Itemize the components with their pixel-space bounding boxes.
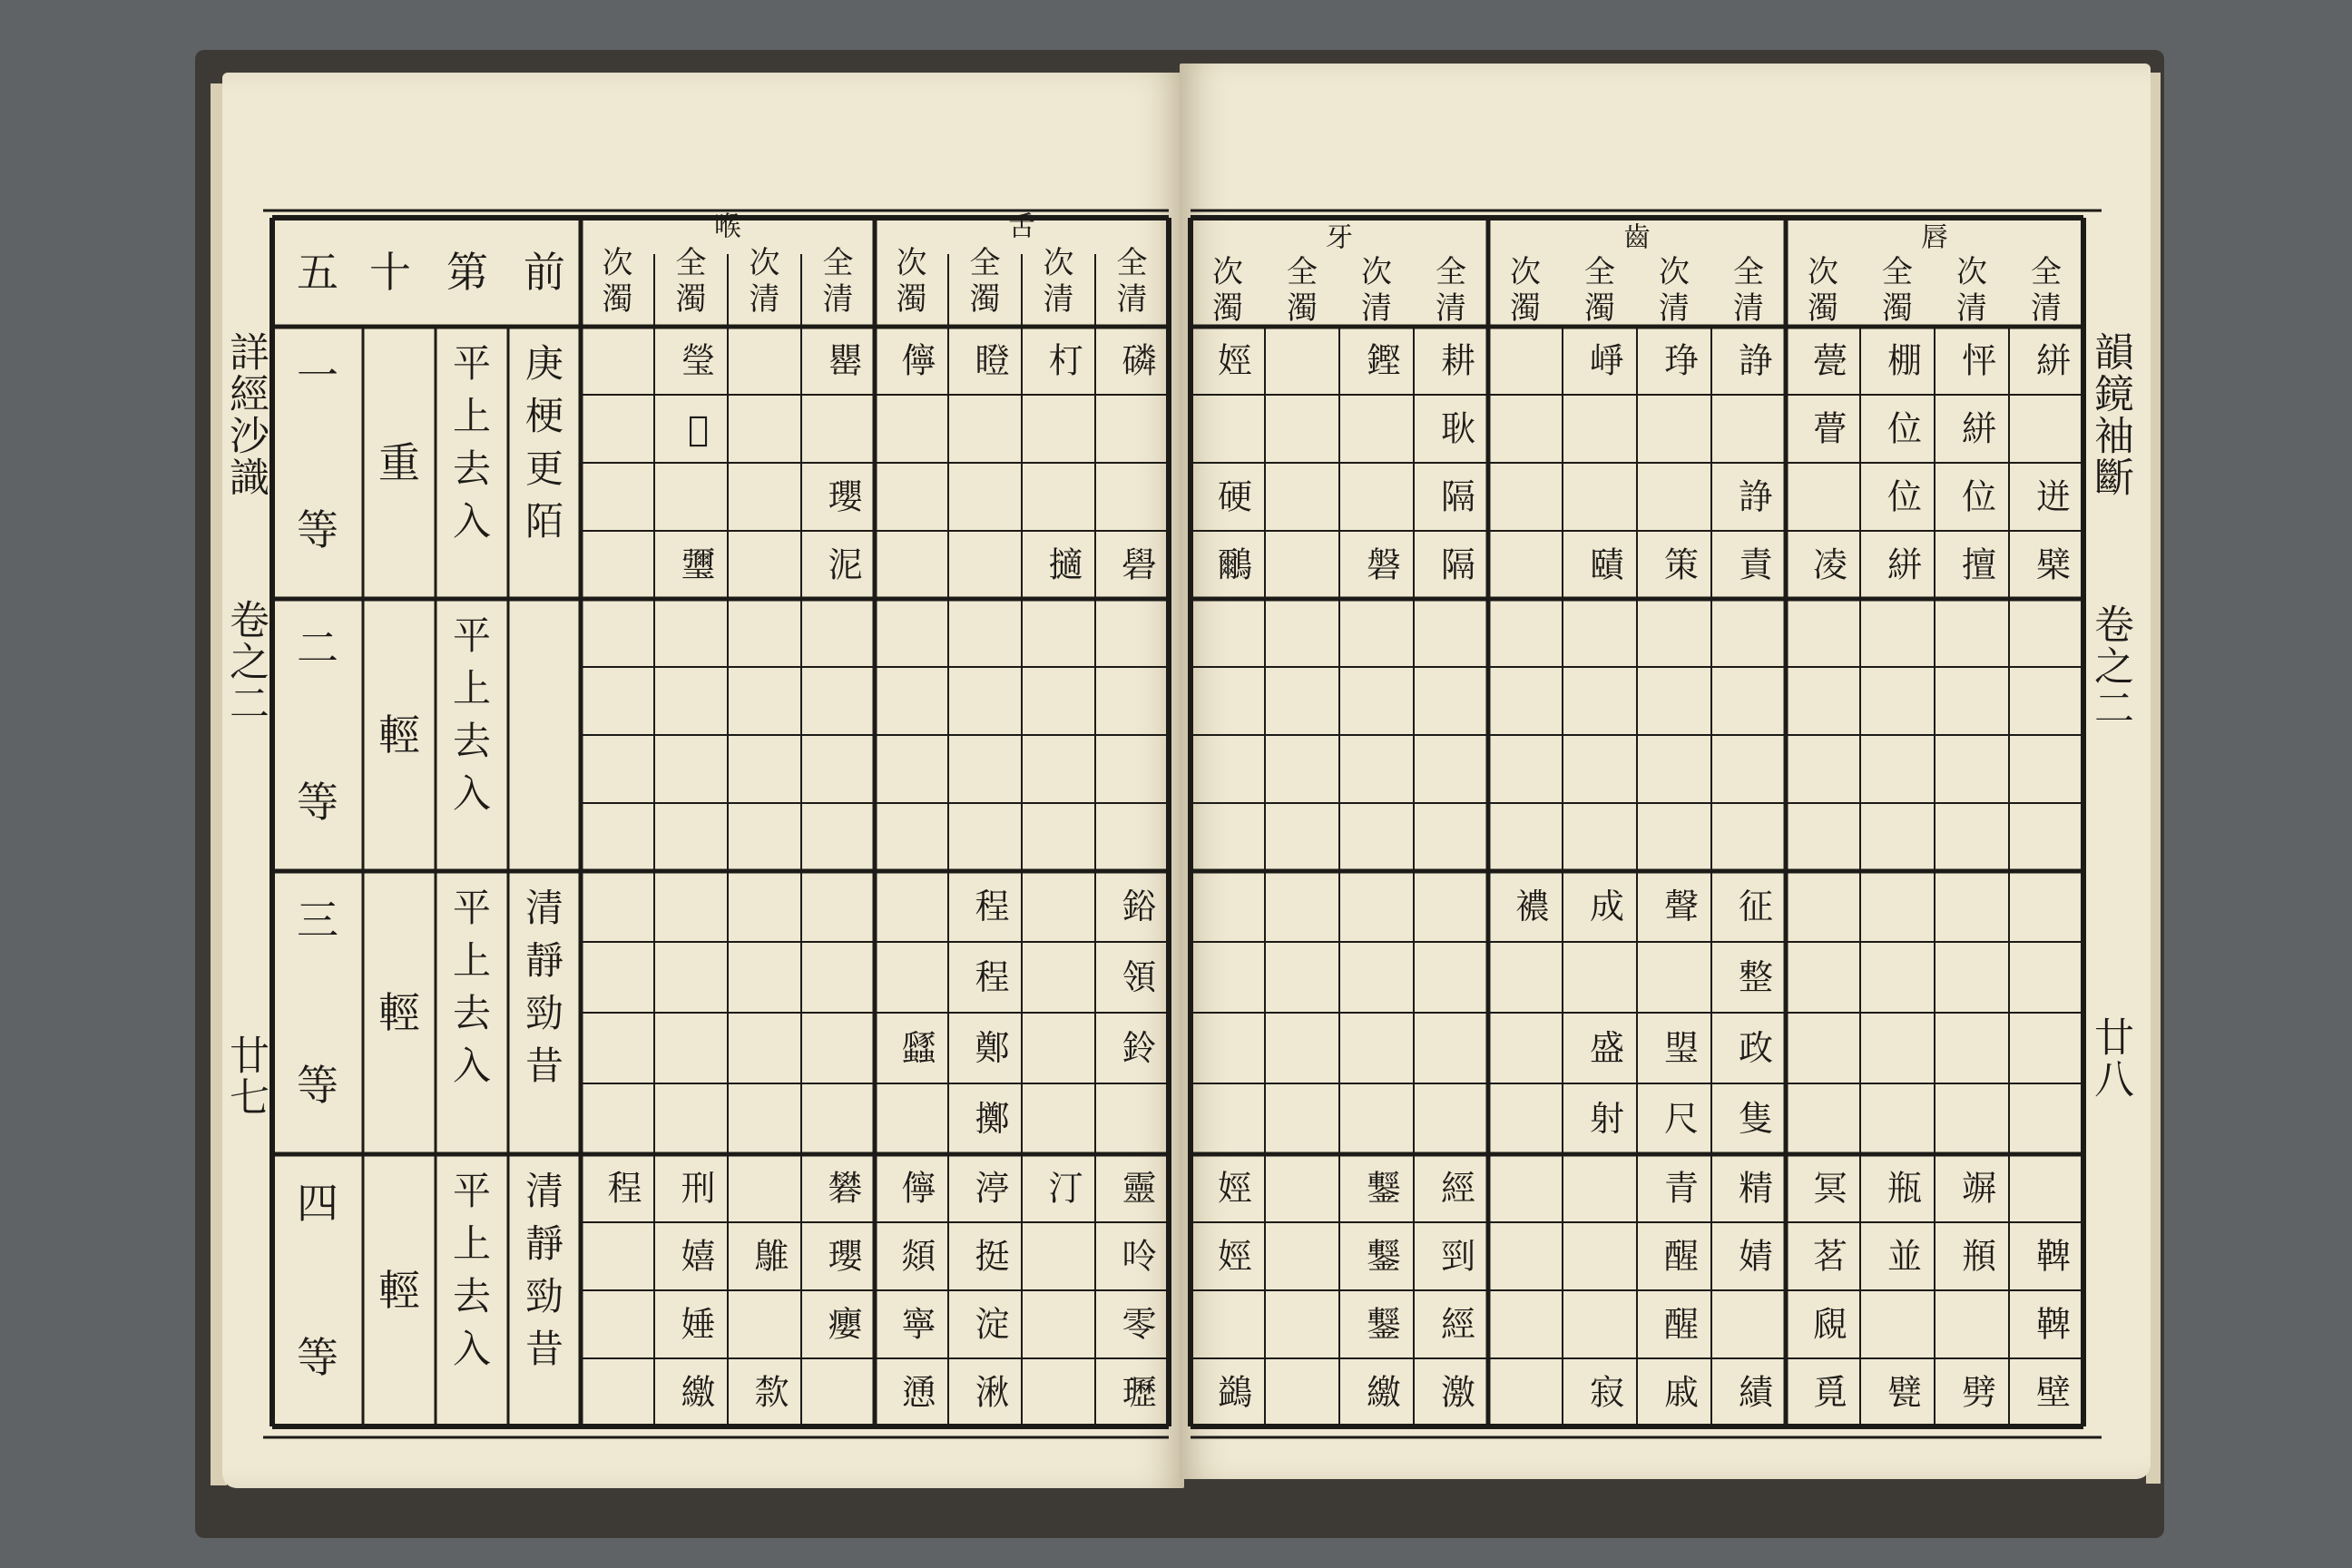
rhyme-character: 經 [1440,1168,1476,1209]
rhyme-character: 鵻 [754,1236,789,1277]
rhyme-character: 刑 [681,1168,716,1209]
rhyme-character: 鋊 [1122,887,1157,926]
col-header-bottom: 濁 [675,281,707,318]
rhyme-character: 瓶 [1886,1168,1923,1209]
rhyme-character: 鑋 [1366,1168,1402,1209]
rhyme-character: 諍 [1738,476,1774,517]
rhyme-character: 迸 [2035,476,2072,517]
grade-label: 一等 [297,351,338,554]
rhyme-character: 娷 [681,1304,716,1345]
rhyme-character: 靈 [1122,1168,1157,1209]
rhyme-character: 崢 [1589,340,1625,381]
rhyme-character: 並 [1886,1236,1923,1277]
rhyme-character: 呤 [1122,1236,1157,1277]
rhyme-character: 鈴 [1122,1028,1157,1068]
rhyme-character: 位 [1886,476,1923,517]
rhyme-character: 檗 [2035,544,2072,585]
rhyme-character: 擿 [1048,544,1083,585]
rhyme-character: 盛 [1589,1028,1625,1068]
rhyme-character: 鞞 [2035,1304,2072,1345]
rhyme-character: 儜 [901,1168,936,1209]
rhymes-label: 庚梗更陌 [524,341,564,544]
section-label: 齒 [1623,221,1651,254]
rhyme-character: 擅 [1961,544,1997,585]
col-header-bottom: 濁 [1808,290,1838,327]
rhyme-character: 鑋 [1366,1304,1402,1345]
rhyme-character: 經 [1440,1304,1476,1345]
rhyme-character: 婧 [1738,1236,1774,1277]
tones-label: 平上去入 [452,613,492,816]
rhyme-character: 冥 [1812,1168,1848,1209]
col-header-bottom: 濁 [1882,290,1913,327]
col-header-top: 次 [1212,254,1243,290]
rhyme-character: 鑋 [1366,1236,1402,1277]
rhyme-character: 壁 [2035,1372,2072,1413]
rhyme-character: 鞞 [2035,1236,2072,1277]
col-header-top: 全 [1733,254,1764,290]
rhyme-character: 隻 [1738,1099,1774,1139]
rhyme-character: 覛 [1812,1304,1848,1345]
rhyme-character: 竮 [1961,1168,1997,1209]
col-header-top: 次 [1510,254,1541,290]
rhyme-character: 聲 [1663,887,1700,926]
col-header-bottom: 清 [1733,290,1764,327]
col-header-top: 全 [822,245,854,281]
rhyme-character: 絣 [1961,408,1997,449]
rhyme-character: 鷁 [1217,1372,1253,1413]
col-header-bottom: 濁 [896,281,927,318]
rhyme-character: 繳 [681,1372,716,1413]
rhyme-character: 醒 [1663,1304,1700,1345]
rhyme-character: 淀 [975,1304,1010,1345]
left-spine-folio: 廿七 [222,1034,269,1118]
rhyme-character: 礬 [828,1168,863,1209]
col-header-bottom: 清 [1436,290,1466,327]
col-header-top: 全 [969,245,1001,281]
rhyme-character: 瑩 [681,340,716,381]
rhyme-character: 凌 [1812,544,1848,585]
tones-label: 平上去入 [452,341,492,544]
rhyme-character: 磷 [1122,340,1157,381]
rhyme-character: 耕 [1440,340,1476,381]
col-header-bottom: 清 [1116,281,1148,318]
rhyme-character: 娙 [1217,1168,1253,1209]
rhyme-character: 戚 [1663,1372,1700,1413]
col-header-top: 全 [1116,245,1148,281]
chart-number-char: 十 [369,248,411,297]
rhyme-character: 甓 [1886,1372,1923,1413]
col-header-top: 次 [1043,245,1074,281]
col-header-bottom: 濁 [1212,290,1243,327]
rhyme-character: 醒 [1663,1236,1700,1277]
weight-label: 輕 [378,710,420,760]
rhyme-character: 茗 [1812,1236,1848,1277]
rhyme-character: 礐 [1122,544,1157,585]
rhyme-character: 鸍 [1217,544,1253,585]
rhyme-character: 頩 [1961,1236,1997,1277]
rhyme-character: 繳 [1366,1372,1402,1413]
col-header-bottom: 濁 [969,281,1001,318]
rhyme-character: 領 [1122,957,1157,997]
rhyme-character: 慂 [901,1372,936,1413]
left-spine-volume: 卷之二 [222,599,269,724]
col-header-top: 全 [1584,254,1615,290]
rhyme-character: 顃 [901,1236,936,1277]
grade-label: 二等 [297,623,338,827]
col-header-top: 次 [749,245,780,281]
col-header-bottom: 清 [1659,290,1690,327]
section-label: 牙 [1326,221,1353,254]
rhyme-character: 隔 [1440,476,1476,517]
rhyme-character: 策 [1663,544,1700,585]
rhyme-character: 瓔 [828,476,863,517]
rhyme-character: 湫 [975,1372,1010,1413]
rhyme-character: 賾 [1589,544,1625,585]
col-header-top: 次 [602,245,633,281]
rhyme-character: 激 [1440,1372,1476,1413]
rhyme-character: 責 [1738,544,1774,585]
rhyme-character: 政 [1738,1028,1774,1068]
col-header-top: 全 [1882,254,1913,290]
rhyme-character: 嬉 [681,1236,716,1277]
rhyme-character: 渟 [975,1168,1010,1209]
rhyme-character: 程 [607,1168,642,1209]
rhyme-character: 績 [1738,1372,1774,1413]
rhyme-character: 甍 [1812,340,1848,381]
weight-label: 輕 [378,988,420,1037]
rhyme-character: 尺 [1663,1099,1700,1139]
rhyme-character: 娙 [1217,340,1253,381]
rhyme-character: 剄 [1440,1236,1476,1277]
rhyme-character: 寂 [1589,1372,1625,1413]
rhyme-character: 𨁩 [688,408,709,449]
col-header-top: 次 [1361,254,1392,290]
rhyme-character: 襛 [1514,887,1551,926]
grade-label: 四等 [297,1179,338,1382]
rhyme-character: 程 [975,887,1010,926]
chart-number-char: 第 [446,248,488,297]
rhyme-character: 棚 [1886,340,1923,381]
rhyme-character: 鏗 [1366,340,1402,381]
rhyme-character: 覓 [1812,1372,1848,1413]
rhyme-character: 位 [1961,476,1997,517]
rhyme-character: 琞 [1663,1028,1700,1068]
rhyme-character: 寧 [901,1304,936,1345]
rhyme-character: 青 [1663,1168,1700,1209]
col-header-bottom: 清 [1956,290,1987,327]
col-header-top: 次 [896,245,927,281]
col-header-bottom: 濁 [1584,290,1615,327]
col-header-bottom: 濁 [1287,290,1318,327]
col-header-bottom: 清 [1361,290,1392,327]
weight-label: 重 [378,438,420,487]
rhyme-character: 瓥 [901,1028,936,1068]
rhyme-character: 硬 [1217,476,1253,517]
rhyme-character: 琤 [1663,340,1700,381]
rhyme-character: 程 [975,957,1010,997]
rhyme-character: 零 [1122,1304,1157,1345]
rhyme-character: 朾 [1048,340,1083,381]
rhyme-character: 娙 [1217,1236,1253,1277]
tones-label: 平上去入 [452,886,492,1088]
rhyme-character: 瓕 [681,544,716,585]
rhyme-character: 罌 [828,340,863,381]
rhyme-character: 位 [1886,408,1923,449]
col-header-top: 次 [1956,254,1987,290]
rhyme-character: 射 [1589,1099,1625,1139]
rhyme-character: 成 [1589,887,1625,926]
rhyme-character: 整 [1738,957,1774,997]
tone-class-label: 前 [524,248,565,297]
section-label: 唇 [1921,221,1948,254]
rhyme-character: 儜 [901,340,936,381]
right-spine-volume: 卷之二 [2087,603,2133,729]
rhyme-character: 歀 [754,1372,789,1413]
rhyme-character: 劈 [1961,1372,1997,1413]
col-header-top: 全 [1436,254,1466,290]
col-header-top: 次 [1659,254,1690,290]
rhyme-character: 瓑 [1122,1372,1157,1413]
rhyme-character: 絣 [2035,340,2072,381]
rhyme-character: 隔 [1440,544,1476,585]
rhymes-label: 清靜勁昔 [524,886,564,1088]
rhyme-character: 挺 [975,1236,1010,1277]
grade-label: 三等 [297,896,338,1110]
weight-label: 輕 [378,1266,420,1315]
rhyme-character: 征 [1738,887,1774,926]
rhyme-character: 瓔 [828,1236,863,1277]
right-spine-folio: 廿八 [2087,1016,2133,1100]
col-header-top: 全 [2031,254,2062,290]
col-header-bottom: 清 [1043,281,1074,318]
section-label: 喉 [714,211,741,243]
col-header-bottom: 清 [2031,290,2062,327]
rhyme-character: 精 [1738,1168,1774,1209]
rhyme-character: 耿 [1440,408,1476,449]
col-header-bottom: 清 [822,281,854,318]
rhyme-character: 癭 [828,1304,863,1345]
right-spine-title: 韻鏡袖斷 [2087,331,2133,498]
col-header-bottom: 濁 [602,281,633,318]
rhyme-character: 鄭 [975,1028,1010,1068]
rhyme-character: 擲 [975,1099,1010,1139]
left-spine-title: 詳經沙識 [222,331,269,498]
rhyme-character: 磐 [1366,544,1402,585]
col-header-top: 全 [675,245,707,281]
section-label: 舌 [1008,211,1035,243]
col-header-bottom: 清 [749,281,780,318]
chart-number-char: 五 [297,248,338,297]
rhymes-label: 清靜勁昔 [524,1169,564,1371]
rhyme-character: 絣 [1886,544,1923,585]
col-header-top: 次 [1808,254,1838,290]
tones-label: 平上去入 [452,1169,492,1371]
rhyme-character: 怦 [1961,340,1997,381]
rhyme-character: 瞢 [1812,408,1848,449]
rhyme-character: 汀 [1048,1168,1083,1209]
rhyme-character: 瞪 [975,340,1010,381]
rhyme-character: 泥 [828,544,863,585]
col-header-bottom: 濁 [1510,290,1541,327]
rhyme-character: 諍 [1738,340,1774,381]
col-header-top: 全 [1287,254,1318,290]
